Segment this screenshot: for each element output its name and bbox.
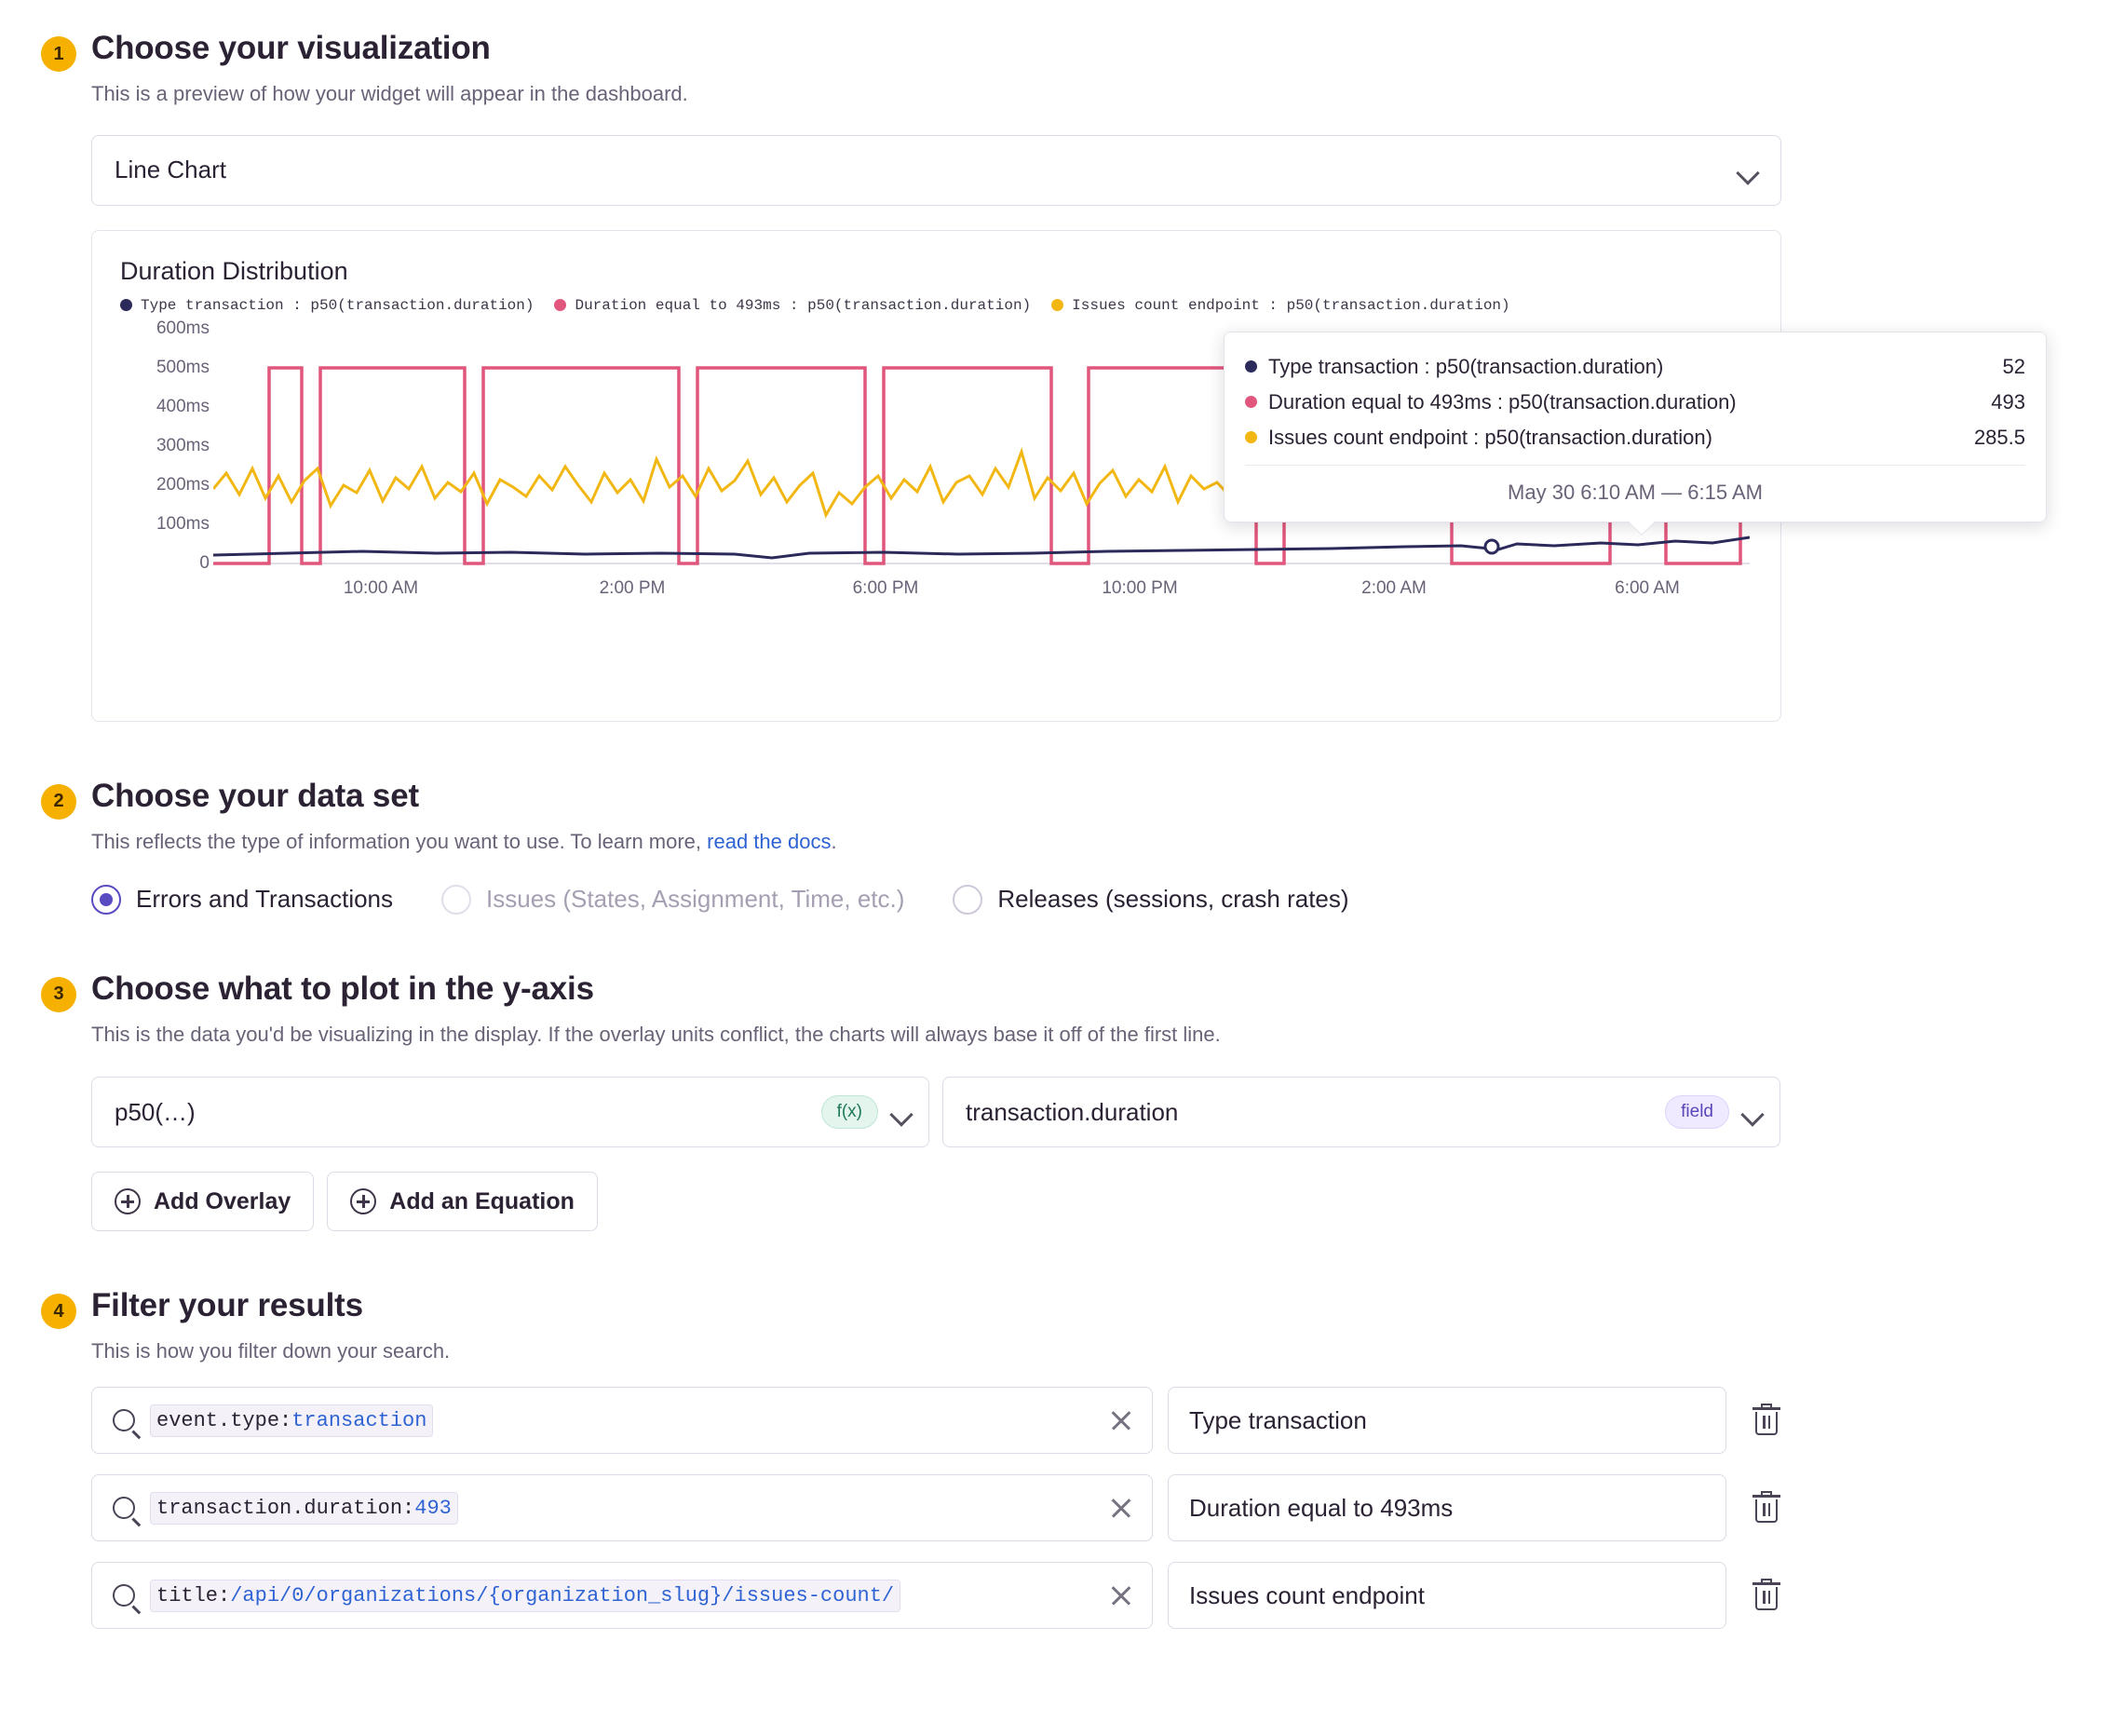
add-overlay-label: Add Overlay: [154, 1187, 291, 1214]
tooltip-label: Issues count endpoint : p50(transaction.duration): [1268, 425, 1712, 449]
clear-icon[interactable]: [1109, 1496, 1133, 1520]
y-tick: 100ms: [156, 513, 210, 534]
filter-legend-alias-value: Issues count endpoint: [1189, 1580, 1425, 1609]
step-1-title: Choose your visualization: [91, 30, 491, 66]
clear-icon[interactable]: [1109, 1583, 1133, 1607]
tooltip-row: [1245, 349, 2025, 385]
x-tick: 2:00 AM: [1361, 577, 1427, 598]
chevron-down-icon: [891, 1106, 912, 1118]
search-icon: [113, 1497, 135, 1519]
chart-tooltip: [1224, 332, 2047, 522]
search-icon: [113, 1584, 135, 1607]
filter-query-token: [150, 1580, 900, 1612]
filter-legend-alias-input[interactable]: [1168, 1474, 1726, 1541]
step-1-badge: 1: [41, 36, 76, 72]
filter-query-value: 493: [414, 1496, 452, 1520]
filter-legend-alias-value: Type transaction: [1189, 1405, 1367, 1434]
filter-query-value: /api/0/organizations/{organization_slug}/issues-count/: [230, 1583, 895, 1607]
chart-legend: [120, 297, 1752, 314]
filter-query-key: title:: [156, 1583, 231, 1607]
step-4-title: Filter your results: [91, 1287, 363, 1324]
chevron-down-icon: [1738, 165, 1758, 176]
legend-label: Duration equal to 493ms : p50(transaction.duration): [575, 296, 1032, 314]
legend-item[interactable]: [120, 297, 534, 314]
delete-icon[interactable]: [1751, 1579, 1782, 1612]
search-icon: [113, 1409, 135, 1431]
legend-label: Type transaction : p50(transaction.duration): [141, 296, 535, 314]
filter-legend-alias-input[interactable]: [1168, 1387, 1726, 1454]
step-3-badge: 3: [41, 977, 76, 1012]
field-type-tag: field: [1665, 1095, 1729, 1129]
filter-query-key: transaction.duration:: [156, 1496, 415, 1520]
x-tick: 10:00 AM: [343, 577, 419, 598]
tooltip-label: Type transaction : p50(transaction.duration): [1268, 354, 1664, 378]
radio-label: Releases (sessions, crash rates): [997, 885, 1349, 914]
legend-color-dot: [120, 299, 132, 311]
step-2-badge: 2: [41, 784, 76, 820]
dataset-radio-group: [91, 885, 2070, 915]
step-2-description: [91, 828, 2070, 857]
step-2-description-suffix: .: [831, 829, 837, 853]
legend-item[interactable]: [554, 297, 1031, 314]
visualization-select[interactable]: [91, 135, 1781, 206]
x-tick: 10:00 PM: [1102, 577, 1178, 598]
add-equation-button[interactable]: [327, 1172, 598, 1231]
tooltip-timestamp: May 30 6:10 AM — 6:15 AM: [1245, 465, 2025, 522]
y-tick: 400ms: [156, 396, 210, 416]
aggregate-type-tag: f(x): [821, 1095, 878, 1129]
step-2-description-text: This reflects the type of information you want to use. To learn more,: [91, 829, 708, 853]
filter-search-input[interactable]: [91, 1474, 1153, 1541]
y-axis-fields: [91, 1077, 2070, 1147]
step-4-badge: 4: [41, 1294, 76, 1329]
tooltip-row: [1245, 385, 2025, 420]
add-overlay-button[interactable]: [91, 1172, 314, 1231]
tooltip-value: 493: [1991, 389, 2025, 414]
radio-circle-icon: [953, 885, 982, 915]
delete-icon[interactable]: [1751, 1404, 1782, 1437]
plus-circle-icon: [115, 1188, 141, 1214]
legend-color-dot: [1051, 299, 1063, 311]
x-tick: 6:00 AM: [1615, 577, 1680, 598]
tooltip-row: [1245, 420, 2025, 455]
radio-label: Errors and Transactions: [136, 885, 394, 914]
step-4-header: [41, 1285, 2070, 1329]
radio-errors-and-transactions[interactable]: [91, 885, 393, 915]
filter-legend-alias-input[interactable]: [1168, 1562, 1726, 1629]
read-the-docs-link[interactable]: read the docs: [707, 829, 832, 853]
filter-legend-alias-value: Duration equal to 493ms: [1189, 1493, 1454, 1522]
y-axis-tick-labels: [120, 318, 210, 573]
tooltip-value: 285.5: [1973, 425, 2025, 449]
filter-query-value: transaction: [291, 1408, 427, 1432]
visualization-select-value: Line Chart: [115, 156, 226, 184]
plus-circle-icon: [350, 1188, 376, 1214]
step-1-description: This is a preview of how your widget will appear in the dashboard.: [91, 82, 688, 105]
y-tick: 600ms: [156, 318, 210, 338]
step-2-header: [41, 776, 2070, 820]
y-tick: 200ms: [156, 474, 210, 495]
clear-icon[interactable]: [1109, 1408, 1133, 1432]
x-tick: 2:00 PM: [599, 577, 666, 598]
filter-row: [91, 1562, 2070, 1629]
tooltip-value: 52: [2002, 354, 2025, 378]
y-axis-actions: [91, 1172, 2070, 1231]
chart-preview-panel: [91, 230, 2025, 722]
filter-query-token: [150, 1492, 458, 1525]
field-value: transaction.duration: [966, 1097, 1179, 1126]
y-tick: 0: [199, 552, 210, 573]
chart-title: Duration Distribution: [120, 256, 348, 285]
y-tick: 300ms: [156, 435, 210, 455]
step-3-description: This is the data you'd be visualizing in the display. If the overlay units conflict, the charts will always base it off of the first line.: [91, 1022, 1221, 1046]
legend-item[interactable]: [1051, 297, 1509, 314]
step-3-title: Choose what to plot in the y-axis: [91, 970, 594, 1007]
step-3-header: [41, 969, 2070, 1012]
delete-icon[interactable]: [1751, 1491, 1782, 1525]
x-tick: 6:00 PM: [852, 577, 919, 598]
filter-query-key: event.type:: [156, 1408, 292, 1432]
radio-releases[interactable]: [953, 885, 1348, 915]
filter-row: [91, 1474, 2070, 1541]
step-1-header: [41, 28, 2070, 72]
tooltip-label: Duration equal to 493ms : p50(transaction.duration): [1268, 389, 1737, 414]
filter-search-input[interactable]: [91, 1387, 1153, 1454]
tooltip-color-dot: [1245, 396, 1257, 408]
y-tick: 500ms: [156, 357, 210, 377]
step-2-title: Choose your data set: [91, 777, 419, 814]
chevron-down-icon: [1742, 1106, 1763, 1118]
filter-search-input[interactable]: [91, 1562, 1153, 1629]
radio-circle-icon: [91, 885, 121, 915]
legend-label: Issues count endpoint : p50(transaction.duration): [1072, 296, 1510, 314]
radio-circle-icon: [441, 885, 471, 915]
radio-label: Issues (States, Assignment, Time, etc.): [486, 885, 905, 914]
legend-color-dot: [554, 299, 566, 311]
aggregate-select[interactable]: [91, 1077, 929, 1147]
x-axis-tick-labels: [213, 578, 1752, 603]
add-equation-label: Add an Equation: [389, 1187, 575, 1214]
chart-hover-marker: [1485, 540, 1498, 553]
aggregate-value: p50(…): [115, 1097, 196, 1126]
filter-row: [91, 1387, 2070, 1454]
tooltip-color-dot: [1245, 360, 1257, 373]
field-select[interactable]: [942, 1077, 1780, 1147]
filter-query-token: [150, 1404, 433, 1437]
step-4-description: This is how you filter down your search.: [91, 1339, 451, 1363]
tooltip-color-dot: [1245, 431, 1257, 443]
radio-issues[interactable]: [441, 885, 904, 915]
